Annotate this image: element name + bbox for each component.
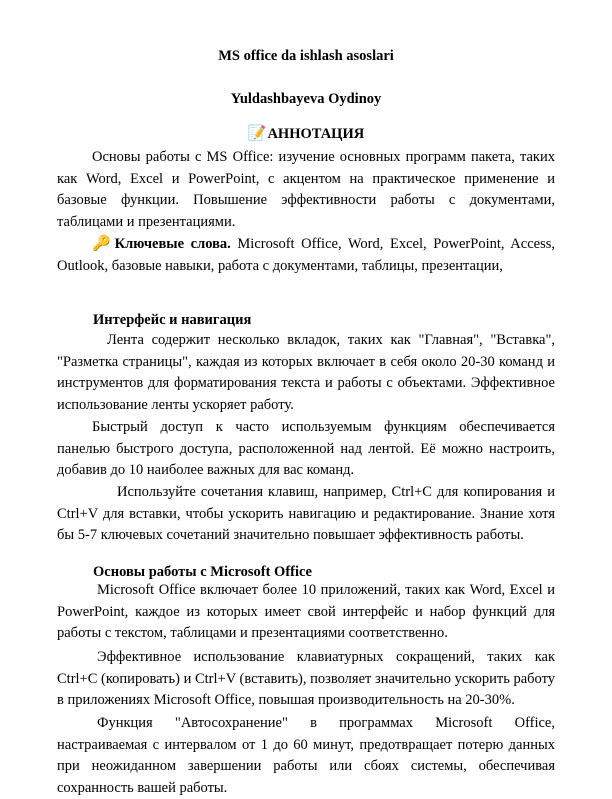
keywords-label: Ключевые слова. — [114, 236, 231, 252]
section-heading: Основы работы с Microsoft Office — [93, 564, 312, 580]
memo-icon: 📝 — [247, 126, 267, 142]
keywords-paragraph — [57, 234, 555, 277]
document-title: MS office da ishlash asoslari — [218, 48, 394, 64]
section-paragraph: Microsoft Office включает более 10 приложений, таких как Word, Excel и PowerPoint, каждое из которых имеет свой интерфейс и набор функций для работы с текстом, таблицами и презентациями соответственно. — [57, 582, 555, 641]
section-paragraph: Эффективное использование клавиатурных сокращений, таких как Ctrl+C (копировать) и Ctrl+V (вставить), позволяет значительно ускорить работу в приложениях Microsoft Office, повышая производительность на 20-30%. — [57, 649, 555, 708]
keywords-text: Microsoft Office, Word, Excel, PowerPoint, Access, Outlook, базовые навыки, работа с документами, таблицы, презентации, — [57, 236, 555, 274]
annotation-heading: АННОТАЦИЯ — [267, 126, 365, 142]
section-paragraph: Функция "Автосохранение" в программах Microsoft Office, настраиваемая с интервалом от 1 до 60 минут, предотвращает потерю данных при неожиданном завершении работы или сбоях системы, обеспечивая сохранность вашей работы. — [57, 715, 555, 796]
section-paragraph: Лента содержит несколько вкладок, таких как "Главная", "Вставка", "Разметка страницы", каждая из которых включает в себя около 20-30 команд и инструментов для форматирования текста и работы с объектами. Эффективное использование ленты ускоряет работу. — [57, 332, 555, 413]
key-icon: 🔑 — [92, 236, 114, 252]
document-author: Yuldashbayeva Oydinoy — [230, 91, 382, 107]
section-paragraph: Используйте сочетания клавиш, например, Ctrl+C для копирования и Ctrl+V для вставки, чтобы ускорить навигацию и редактирование. Знание хотя бы 5-7 ключевых сочетаний значительно повышает эффективность работы. — [57, 484, 555, 543]
annotation-paragraph: Основы работы с MS Office: изучение основных программ пакета, таких как Word, Excel и PowerPoint, с акцентом на практическое применение и базовые функции. Повышение эффективности работы с документами, таблицами и презентациями. — [57, 149, 555, 230]
annotation-heading-row — [0, 124, 612, 146]
section-paragraph: Быстрый доступ к часто используемым функциям обеспечивается панелью быстрого доступа, расположенной над лентой. Её можно настроить, добавив до 10 наиболее важных для вас команд. — [57, 419, 555, 478]
section-heading: Интерфейс и навигация — [93, 312, 252, 328]
